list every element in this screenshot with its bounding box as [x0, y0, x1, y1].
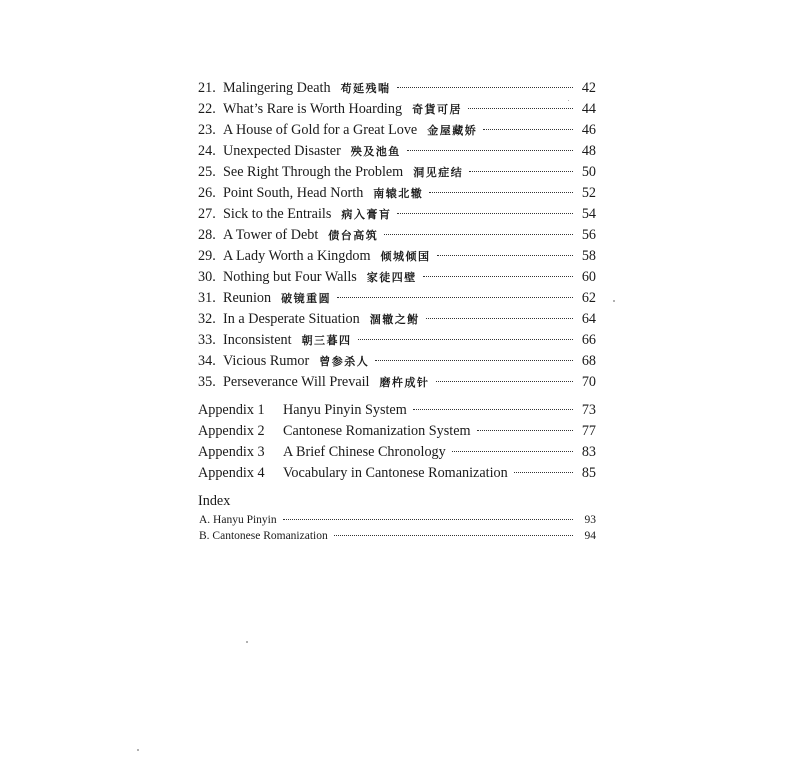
chapter-entry-29	[198, 246, 596, 267]
index-title: A. Hanyu Pinyin	[199, 514, 277, 526]
chapter-number: 31.	[198, 290, 216, 306]
appendix-title: Hanyu Pinyin System	[283, 402, 407, 418]
dot-leader	[514, 472, 573, 473]
chapter-number: 32.	[198, 311, 216, 327]
page-number: 93	[584, 514, 596, 526]
appendix-label: Appendix 2	[198, 423, 265, 439]
chapter-chinese-title: 苟延残喘	[340, 82, 391, 95]
page-number: 50	[581, 164, 596, 180]
chapter-chinese-title: 洞见症结	[413, 166, 464, 179]
dot-leader	[477, 430, 573, 431]
appendix-list	[198, 400, 596, 484]
scan-speck	[246, 641, 248, 643]
chapter-entry-33	[198, 330, 596, 351]
page-number: 42	[581, 80, 596, 96]
index-heading: Index	[198, 493, 231, 509]
chapter-number: 22.	[198, 101, 216, 117]
page-number: 68	[581, 353, 596, 369]
page-number: 83	[581, 444, 596, 460]
chapter-number: 28.	[198, 227, 216, 243]
dot-leader	[429, 192, 573, 193]
dot-leader	[337, 297, 573, 298]
appendix-label: Appendix 4	[198, 465, 265, 481]
chapter-number: 26.	[198, 185, 216, 201]
chapter-entry-35	[198, 372, 596, 393]
chapter-list	[198, 78, 596, 393]
appendix-entry-1	[198, 400, 596, 421]
chapter-entry-30	[198, 267, 596, 288]
index-title: B. Cantonese Romanization	[199, 530, 328, 542]
dot-leader	[375, 360, 573, 361]
chapter-chinese-title: 曾参杀人	[319, 355, 370, 368]
page-number: 52	[581, 185, 596, 201]
page-number: 64	[581, 311, 596, 327]
page-number: 66	[581, 332, 596, 348]
appendix-title: Vocabulary in Cantonese Romanization	[283, 465, 508, 481]
dot-leader	[358, 339, 573, 340]
appendix-label: Appendix 3	[198, 444, 265, 460]
page-number: 70	[581, 374, 596, 390]
chapter-chinese-title: 倾城倾国	[380, 250, 431, 263]
dot-leader	[423, 276, 573, 277]
page-number: 58	[581, 248, 596, 264]
chapter-number: 23.	[198, 122, 216, 138]
chapter-chinese-title: 破镜重圆	[281, 292, 332, 305]
chapter-chinese-title: 殃及池鱼	[350, 145, 401, 158]
chapter-number: 24.	[198, 143, 216, 159]
chapter-title: Reunion	[223, 290, 272, 306]
dot-leader	[397, 213, 573, 214]
scan-speck	[137, 749, 139, 751]
chapter-entry-28	[198, 225, 596, 246]
appendix-entry-4	[198, 463, 596, 484]
page-number: 73	[581, 402, 596, 418]
chapter-entry-34	[198, 351, 596, 372]
dot-leader	[437, 255, 573, 256]
chapter-entry-21	[198, 78, 596, 99]
dot-leader	[397, 87, 573, 88]
index-entry-b	[198, 528, 596, 544]
dot-leader	[469, 171, 573, 172]
chapter-chinese-title: 病入膏肓	[341, 208, 392, 221]
page-number: 46	[581, 122, 596, 138]
chapter-title: Vicious Rumor	[223, 353, 310, 369]
dot-leader	[483, 129, 573, 130]
chapter-number: 34.	[198, 353, 216, 369]
chapter-chinese-title: 奇貨可居	[412, 103, 463, 116]
chapter-number: 30.	[198, 269, 216, 285]
appendix-title: A Brief Chinese Chronology	[283, 444, 446, 460]
table-of-contents	[198, 78, 596, 544]
chapter-number: 35.	[198, 374, 216, 390]
chapter-title: Unexpected Disaster	[223, 143, 341, 159]
chapter-title: Sick to the Entrails	[223, 206, 332, 222]
page-number: 77	[581, 423, 596, 439]
page-number: 94	[584, 530, 596, 542]
chapter-chinese-title: 磨杵成针	[379, 376, 430, 389]
dot-leader	[426, 318, 573, 319]
scan-speck	[613, 300, 615, 302]
chapter-chinese-title: 金屋藏娇	[427, 124, 478, 137]
page-number: 54	[581, 206, 596, 222]
page-number: 60	[581, 269, 596, 285]
chapter-number: 25.	[198, 164, 216, 180]
chapter-title: A Tower of Debt	[223, 227, 319, 243]
chapter-entry-24	[198, 141, 596, 162]
dot-leader	[413, 409, 573, 410]
dot-leader	[334, 535, 573, 536]
chapter-title: Inconsistent	[223, 332, 292, 348]
page-number: 56	[581, 227, 596, 243]
chapter-chinese-title: 家徒四壁	[366, 271, 417, 284]
appendix-entry-2	[198, 421, 596, 442]
chapter-title: What’s Rare is Worth Hoarding	[223, 101, 403, 117]
chapter-entry-26	[198, 183, 596, 204]
chapter-number: 29.	[198, 248, 216, 264]
chapter-entry-32	[198, 309, 596, 330]
chapter-entry-27	[198, 204, 596, 225]
appendix-label: Appendix 1	[198, 402, 265, 418]
index-list	[198, 512, 596, 544]
chapter-title: Perseverance Will Prevail	[223, 374, 370, 390]
chapter-chinese-title: 朝三暮四	[301, 334, 352, 347]
chapter-number: 33.	[198, 332, 216, 348]
page-number: 85	[581, 465, 596, 481]
chapter-title: In a Desperate Situation	[223, 311, 360, 327]
dot-leader	[436, 381, 573, 382]
page-number: 44	[581, 101, 596, 117]
dot-leader	[283, 519, 573, 520]
chapter-title: A Lady Worth a Kingdom	[223, 248, 371, 264]
index-entry-a	[198, 512, 596, 528]
chapter-entry-23	[198, 120, 596, 141]
chapter-chinese-title: 债台高筑	[328, 229, 379, 242]
chapter-chinese-title: 涸辙之鲋	[369, 313, 420, 326]
chapter-entry-25	[198, 162, 596, 183]
dot-leader	[452, 451, 573, 452]
chapter-title: Point South, Head North	[223, 185, 364, 201]
appendix-title: Cantonese Romanization System	[283, 423, 471, 439]
chapter-title: See Right Through the Problem	[223, 164, 404, 180]
chapter-entry-31	[198, 288, 596, 309]
dot-leader	[384, 234, 573, 235]
chapter-title: Malingering Death	[223, 80, 331, 96]
chapter-number: 21.	[198, 80, 216, 96]
scan-speck	[568, 100, 569, 101]
chapter-number: 27.	[198, 206, 216, 222]
chapter-title: A House of Gold for a Great Love	[223, 122, 418, 138]
chapter-title: Nothing but Four Walls	[223, 269, 357, 285]
appendix-entry-3	[198, 442, 596, 463]
dot-leader	[468, 108, 573, 109]
chapter-entry-22	[198, 99, 596, 120]
page-number: 62	[581, 290, 596, 306]
page-number: 48	[581, 143, 596, 159]
dot-leader	[407, 150, 573, 151]
chapter-chinese-title: 南辕北辙	[373, 187, 424, 200]
